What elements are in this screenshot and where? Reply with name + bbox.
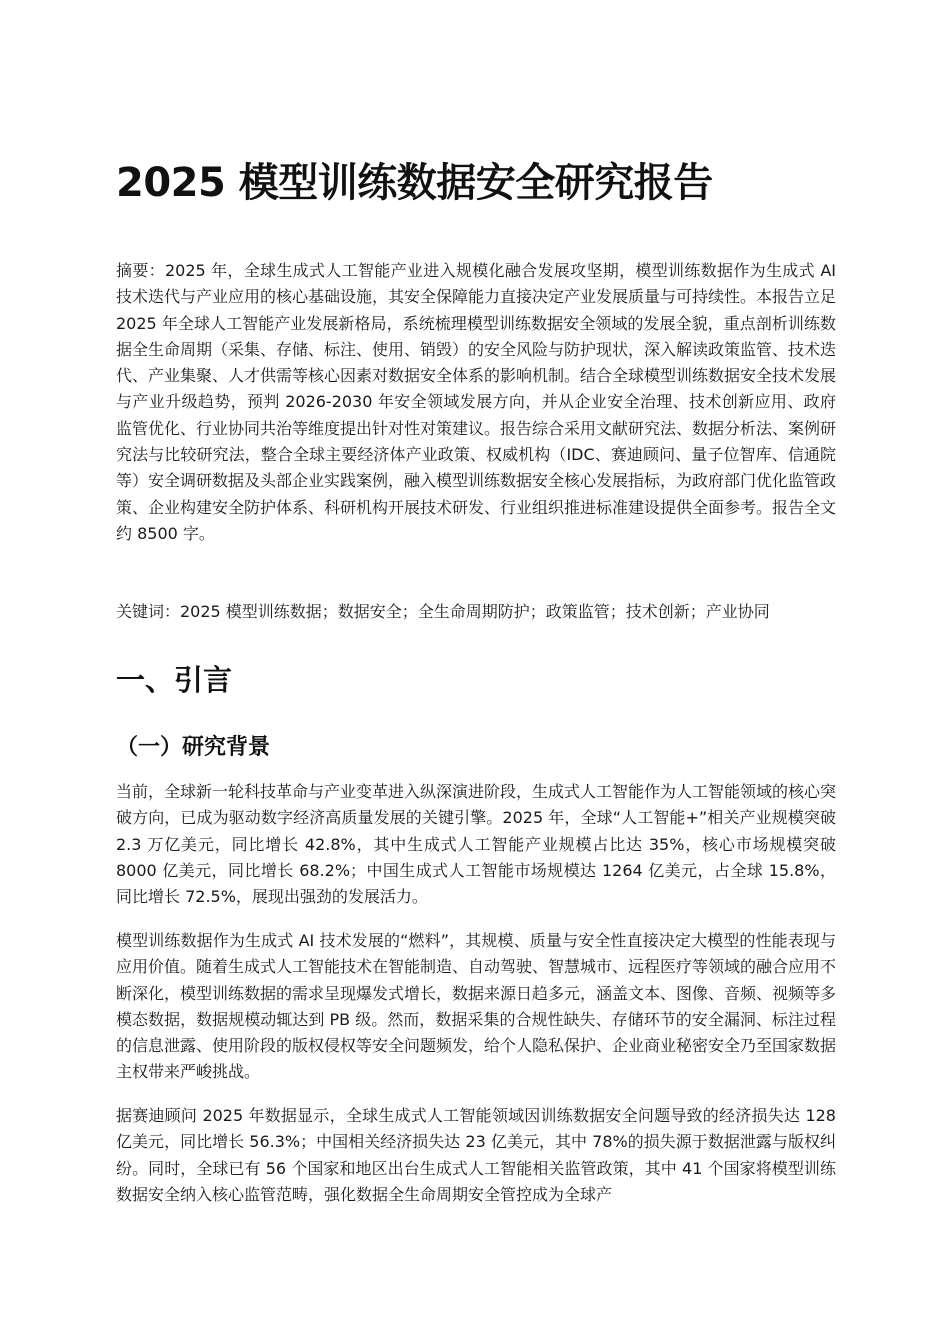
body-paragraph-2: 模型训练数据作为生成式 AI 技术发展的“燃料”，其规模、质量与安全性直接决定大模型的性能表现与应用价值。随着生成式人工智能技术在智能制造、自动驾驶、智慧城市、远程医疗等领域的融合应用不断深化，模型训练数据的需求呈现爆发式增长，数据来源日趋多元，涵盖文本、图像、音频、视频等多模态数据，数据规模动辄达到 PB 级。然而，数据采集的合规性缺失、存储环节的安全漏洞、标注过程的信息泄露、使用阶段的版权侵权等安全问题频发，给个人隐私保护、企业商业秘密安全乃至国家数据主权带来严峻挑战。 [116,931,837,1082]
report-title: 2025 模型训练数据安全研究报告 [116,160,713,206]
body-paragraph-1: 当前，全球新一轮科技革命与产业变革进入纵深演进阶段，生成式人工智能作为人工智能领域的核心突破方向，已成为驱动数字经济高质量发展的关键引擎。2025 年，全球“人工智能+”相关产业规模突破 2.3 万亿美元，同比增长 42.8%，其中生成式人工智能产业规模占比达 35%，核心市场规模突破 8000 亿美元，同比增长 68.2%；中国生成式人工智能市场规模达 1264 亿美元，占全球 15.8%，同比增长 72.5%，展现出强劲的发展活力。 [116,782,837,907]
section-heading-introduction: 一、引言 [116,663,233,697]
keywords-line: 关键词：2025 模型训练数据；数据安全；全生命周期防护；政策监管；技术创新；产业协同 [116,602,770,621]
body-paragraph-3: 据赛迪顾问 2025 年数据显示，全球生成式人工智能领域因训练数据安全问题导致的经济损失达 128 亿美元，同比增长 56.3%；中国相关经济损失达 23 亿美元，其中 78%的损失源于数据泄露与版权纠纷。同时，全球已有 56 个国家和地区出台生成式人工智能相关监管政策，其中 41 个国家将模型训练数据安全纳入核心监管范畴，强化数据全生命周期安全管控成为全球产 [116,1106,836,1204]
subsection-heading-background: （一）研究背景 [116,735,271,760]
abstract-paragraph: 摘要：2025 年，全球生成式人工智能产业进入规模化融合发展攻坚期，模型训练数据作为生成式 AI 技术迭代与产业应用的核心基础设施，其安全保障能力直接决定产业发展质量与可持续性。本报告立足 2025 年全球人工智能产业发展新格局，系统梳理模型训练数据安全领域的发展全貌，重点剖析训练数据全生命周期（采集、存储、标注、使用、销毁）的安全风险与防护现状，深入解读政策监管、技术迭代、产业集聚、人才供需等核心因素对数据安全体系的影响机制。结合全球模型训练数据安全技术发展与产业升级趋势，预判 2026-2030 年安全领域发展方向，并从企业安全治理、技术创新应用、政府监管优化、行业协同共治等维度提出针对性对策建议。报告综合采用文献研究法、数据分析法、案例研究法与比较研究法，整合全球主要经济体产业政策、权威机构（IDC、赛迪顾问、量子位智库、信通院等）安全调研数据及头部企业实践案例，融入模型训练数据安全核心发展指标，为政府部门优化监管政策、企业构建安全防护体系、科研机构开展技术研发、行业组织推进标准建设提供全面参考。报告全文约 8500 字。 [116,261,837,543]
